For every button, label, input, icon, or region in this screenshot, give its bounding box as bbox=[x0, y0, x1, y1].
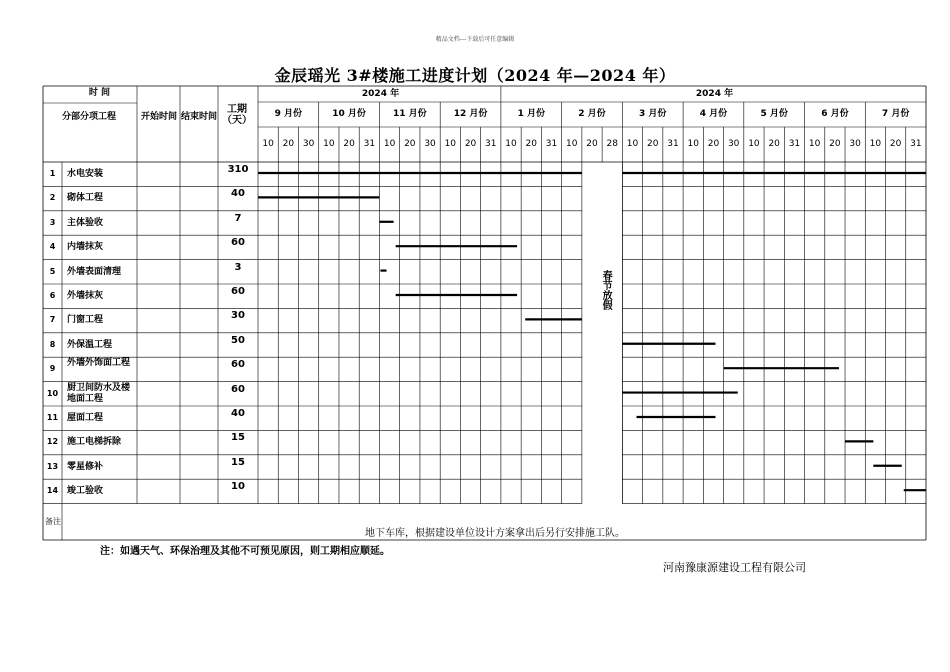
row-number: 1 bbox=[49, 169, 56, 178]
day-tick: 20 bbox=[404, 139, 416, 149]
month-header: 2 月份 bbox=[578, 109, 606, 119]
day-tick: 20 bbox=[829, 139, 841, 149]
task-duration: 40 bbox=[231, 408, 245, 419]
header-item: 分部分项工程 bbox=[61, 112, 116, 122]
task-name: 外墙外饰面工程 bbox=[67, 358, 131, 369]
header-note: 精品文档---下载后可任意编辑 bbox=[435, 36, 515, 43]
row-number: 12 bbox=[46, 437, 59, 447]
day-tick: 20 bbox=[464, 139, 477, 149]
day-tick: 30 bbox=[849, 139, 861, 149]
remark-text: 地下车库，根据建设单位设计方案拿出后另行安排施工队。 bbox=[365, 528, 625, 539]
day-tick: 10 bbox=[444, 139, 457, 149]
header-time: 时 间 bbox=[88, 88, 111, 98]
task-name: 厨卫间防水及楼地面工程 bbox=[67, 382, 131, 404]
header-start: 开始时间 bbox=[140, 112, 177, 122]
task-name: 外墙表面清理 bbox=[67, 266, 122, 277]
task-duration: 50 bbox=[231, 334, 245, 346]
month-header: 6 月份 bbox=[821, 109, 849, 119]
row-number: 4 bbox=[49, 242, 56, 252]
task-name: 施工电梯拆除 bbox=[67, 437, 122, 448]
month-header: 7 月份 bbox=[881, 109, 910, 119]
task-name: 屋面工程 bbox=[67, 413, 104, 423]
day-tick: 20 bbox=[707, 139, 720, 149]
task-duration: 60 bbox=[231, 286, 245, 297]
month-header: 9 月份 bbox=[274, 109, 303, 119]
day-tick: 10 bbox=[566, 139, 578, 149]
day-tick: 28 bbox=[606, 139, 618, 149]
day-tick: 30 bbox=[727, 139, 740, 149]
row-number: 11 bbox=[46, 413, 59, 422]
month-header: 12 月份 bbox=[453, 109, 488, 119]
day-tick: 20 bbox=[282, 139, 295, 149]
day-tick: 10 bbox=[748, 139, 760, 149]
task-name: 内墙抹灰 bbox=[67, 242, 104, 253]
header-year-1: 2024 年 bbox=[361, 89, 400, 99]
day-tick: 20 bbox=[889, 139, 902, 149]
day-tick: 20 bbox=[525, 139, 537, 149]
row-number: 2 bbox=[49, 193, 56, 203]
task-name: 水电安装 bbox=[67, 169, 104, 179]
day-tick: 31 bbox=[910, 139, 922, 149]
task-name: 砌体工程 bbox=[67, 193, 104, 204]
day-tick: 31 bbox=[667, 139, 679, 149]
row-number: 7 bbox=[49, 315, 56, 325]
task-duration: 15 bbox=[231, 456, 245, 468]
month-header: 5 月份 bbox=[760, 109, 788, 119]
task-duration: 3 bbox=[234, 261, 242, 273]
task-name: 外墙抹灰 bbox=[67, 291, 104, 301]
task-duration: 7 bbox=[234, 212, 242, 224]
header-duration: 工期（天） bbox=[222, 104, 252, 126]
day-tick: 20 bbox=[768, 139, 780, 149]
month-header: 10 月份 bbox=[332, 109, 366, 119]
company-name: 河南豫康源建设工程有限公司 bbox=[663, 561, 806, 574]
day-tick: 10 bbox=[626, 139, 639, 149]
day-tick: 30 bbox=[424, 139, 436, 149]
day-tick: 31 bbox=[788, 139, 801, 149]
day-tick: 10 bbox=[262, 139, 274, 149]
task-duration: 10 bbox=[231, 481, 245, 493]
task-duration: 60 bbox=[231, 383, 245, 395]
day-tick: 10 bbox=[323, 139, 335, 149]
task-duration: 310 bbox=[227, 164, 249, 175]
task-duration: 40 bbox=[231, 188, 245, 200]
spring-festival-label: 春节放假 bbox=[600, 270, 612, 310]
day-tick: 31 bbox=[485, 139, 497, 149]
day-tick: 10 bbox=[808, 139, 821, 149]
day-tick: 30 bbox=[302, 139, 315, 149]
day-tick: 10 bbox=[687, 139, 699, 149]
month-header: 1 月份 bbox=[517, 109, 545, 119]
row-number: 3 bbox=[49, 217, 56, 227]
row-number: 5 bbox=[49, 266, 56, 276]
task-name: 外保温工程 bbox=[67, 339, 113, 350]
task-duration: 60 bbox=[231, 359, 245, 371]
row-number: 14 bbox=[46, 486, 59, 496]
row-number: 10 bbox=[46, 388, 59, 398]
task-name: 零星修补 bbox=[67, 461, 104, 472]
day-tick: 10 bbox=[383, 139, 396, 149]
footnote: 注：如遇天气、环保治理及其他不可预见原因，则工期相应顺延。 bbox=[100, 546, 390, 557]
day-tick: 31 bbox=[363, 139, 376, 149]
day-tick: 20 bbox=[343, 139, 355, 149]
task-name: 门窗工程 bbox=[67, 315, 104, 326]
row-number: 13 bbox=[46, 461, 59, 471]
day-tick: 31 bbox=[545, 139, 558, 149]
page-title: 金辰瑶光 3#楼施工进度计划（2024 年—2024 年） bbox=[274, 66, 676, 85]
remark-label: 备注 bbox=[45, 517, 61, 526]
month-header: 3 月份 bbox=[639, 109, 667, 119]
row-number: 6 bbox=[49, 291, 56, 300]
task-name: 竣工验收 bbox=[67, 486, 104, 497]
task-duration: 15 bbox=[231, 432, 245, 444]
day-tick: 20 bbox=[646, 139, 659, 149]
month-header: 4 月份 bbox=[699, 109, 728, 119]
header-end: 结束时间 bbox=[181, 112, 218, 122]
task-name: 主体验收 bbox=[67, 217, 104, 228]
month-header: 11 月份 bbox=[392, 109, 427, 119]
row-number: 9 bbox=[49, 364, 56, 374]
day-tick: 10 bbox=[505, 139, 517, 149]
header-year-2: 2024 年 bbox=[695, 89, 734, 99]
day-tick: 20 bbox=[586, 139, 598, 149]
task-duration: 30 bbox=[231, 310, 245, 322]
day-tick: 10 bbox=[869, 139, 882, 149]
row-number: 8 bbox=[49, 339, 56, 349]
task-duration: 60 bbox=[231, 237, 245, 249]
